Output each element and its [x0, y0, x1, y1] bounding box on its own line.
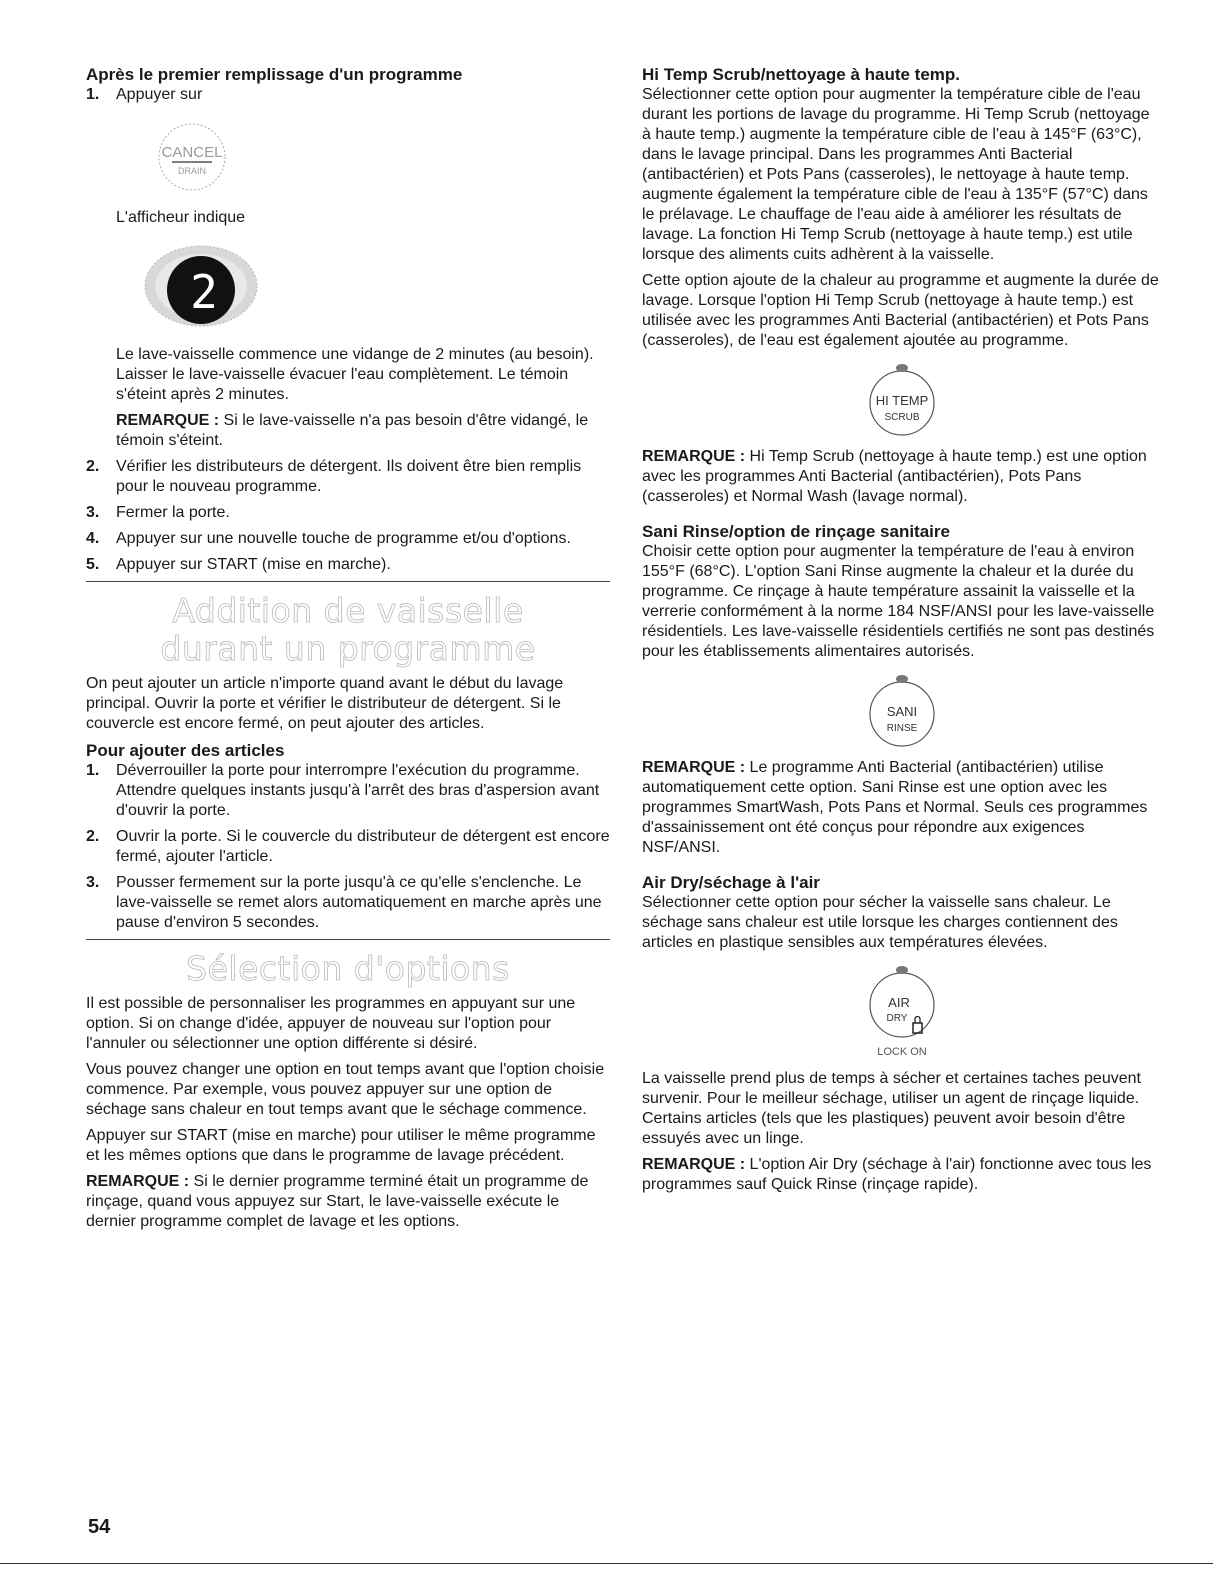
air-p1: Sélectionner cette option pour sécher la vaisselle sans chaleur. Le séchage sans chaleur est utile lorsque les charges contiennent des articles en plastique sensibles aux températures élevées. — [642, 894, 1118, 951]
add-steps — [86, 761, 610, 933]
after-fill-heading: Après le premier remplissage d'un programme — [86, 65, 463, 84]
section-divider — [86, 581, 610, 582]
list-item: 2. Ouvrir la porte. Si le couvercle du distributeur de détergent est encore fermé, ajouter l'article. — [86, 828, 610, 865]
note-sani: REMARQUE : Le programme Anti Bacterial (antibactérien) utilise automatiquement cette option. Sani Rinse est une option avec les programmes SmartWash, Pots Pans et Normal. Seuls ces programmes d'assainissement ont été conçus pour répondre aux exigences NSF/ANSI. — [642, 759, 1148, 856]
options-p1: Il est possible de personnaliser les programmes en appuyant sur une option. Si on change d'idée, appuyer de nouveau sur l'option pour l'annuler ou sélectionner une option différente si désiré. — [86, 995, 576, 1052]
drain-text: Le lave-vaisselle commence une vidange de 2 minutes (au besoin). Laisser le lave-vaisselle évacuer l'eau complètement. Le témoin s'éteint après 2 minutes. — [116, 346, 594, 403]
air-dry-key-icon — [847, 959, 957, 1059]
right-column — [642, 62, 1162, 1201]
sani-label: SANI — [886, 704, 918, 719]
options-title: Sélection d'options — [186, 949, 510, 988]
list-item: 3. Fermer la porte. — [86, 504, 230, 521]
list-item: 3. Pousser fermement sur la porte jusqu'à ce qu'elle s'enclenche. Le lave-vaisselle se remet alors automatiquement en marche après une pause d'environ 5 secondes. — [86, 874, 602, 931]
air-label: AIR — [888, 995, 910, 1010]
hitemp-p2: Cette option ajoute de la chaleur au programme et augmente la durée de lavage. Lorsque l'option Hi Temp Scrub (nettoyage à haute temp.) est utilisée avec les programmes Anti Bacterial (antibactérien) et Pots Pans (casseroles), de l'eau est également ajoutée au programme. — [642, 272, 1159, 349]
sani-rinse-key-icon — [852, 668, 952, 748]
options-p3: Appuyer sur START (mise en marche) pour utiliser le même programme et les mêmes options que dans le programme de lavage précédent. — [86, 1127, 596, 1164]
list-item: 4. Appuyer sur une nouvelle touche de programme et/ou d'options. — [86, 530, 571, 547]
add-intro: On peut ajouter un article n'importe quand avant le début du lavage principal. Ouvrir la porte et vérifier le distributeur de détergent. Si le couvercle est encore fermé, on peut ajouter des articles. — [86, 675, 564, 732]
options-p2: Vous pouvez changer une option en tout temps avant que l'option choisie commence. Par exemple, vous pouvez appuyer sur une option de séchage sans chaleur en tout temps avant que le séchage commence. — [86, 1061, 605, 1118]
add-heading: Pour ajouter des articles — [86, 741, 285, 760]
note-hitemp: REMARQUE : Hi Temp Scrub (nettoyage à haute temp.) est une option avec les programmes Anti Bacterial (antibactérien), Pots Pans (casseroles) et Normal Wash (lavage normal). — [642, 448, 1147, 505]
sani-heading: Sani Rinse/option de rinçage sanitaire — [642, 522, 950, 541]
hitemp-heading: Hi Temp Scrub/nettoyage à haute temp. — [642, 65, 961, 84]
air-p2: La vaisselle prend plus de temps à sécher et certaines taches peuvent survenir. Pour le meilleur séchage, utiliser un agent de rinçage liquide. Certains articles (tels que les plastiques) peuvent avoir besoin d'être essuyés avec un linge. — [642, 1070, 1141, 1147]
list-item: 5. Appuyer sur START (mise en marche). — [86, 556, 391, 573]
hi-temp-scrub-key-icon — [852, 357, 952, 437]
drain-key-label: DRAIN — [177, 166, 207, 176]
left-column — [86, 62, 610, 1238]
list-item: 2. Vérifier les distributeurs de détergent. Ils doivent être bien remplis pour le nouveau programme. — [86, 458, 582, 495]
page-number: 54 — [88, 1516, 111, 1538]
note-air: REMARQUE : L'option Air Dry (séchage à l'air) fonctionne avec tous les programmes sauf Quick Rinse (rinçage rapide). — [642, 1156, 1152, 1193]
air-heading: Air Dry/séchage à l'air — [642, 873, 820, 892]
display-digit-icon — [136, 242, 266, 332]
note-rinse: REMARQUE : Si le dernier programme terminé était un programme de rinçage, quand vous appuyez sur Start, le lave-vaisselle exécute le dernier programme complet de lavage et les options. — [86, 1173, 589, 1230]
list-item: 1. Déverrouiller la porte pour interrompre l'exécution du programme. Attendre quelques instants jusqu'à l'arrêt des bras d'aspersion avant d'ouvrir la porte. — [86, 762, 600, 819]
display-shows-text: L'afficheur indique — [116, 209, 246, 226]
page-bottom-rule — [0, 1563, 1213, 1564]
after-fill-steps — [86, 85, 610, 105]
dry-label: DRY — [886, 1013, 908, 1024]
cancel-key-label: CANCEL — [161, 144, 223, 161]
list-item: 1. Appuyer sur — [86, 86, 203, 103]
lock-on-label: LOCK ON — [877, 1046, 927, 1058]
after-fill-steps-continued — [86, 457, 610, 575]
rinse-label: RINSE — [886, 723, 918, 734]
hi-temp-label: HI TEMP — [875, 393, 929, 408]
add-dishes-title: Addition de vaisselle durant un programme — [160, 591, 536, 668]
section-divider — [86, 939, 610, 940]
sani-p1: Choisir cette option pour augmenter la température de l'eau à environ 155°F (68°C). L'option Sani Rinse augmente la chaleur et la durée du programme. Ce rinçage à haute température assainit la vaisselle et la verrerie conformément à la norme 184 NSF/ANSI pour les lave-vaisselle résidentiels. Les lave-vaisselle résidentiels certifiés ne sont pas destinés pour les établissements alimentaires autorisés. — [642, 543, 1155, 660]
hitemp-p1: Sélectionner cette option pour augmenter la température cible de l'eau durant les portions de lavage du programme. Hi Temp Scrub (nettoyage à haute temp.) augmente la température cible de l'eau à 145°F (63°C), dans le lavage principal. Dans les programmes Anti Bacterial (antibactérien) et Pots Pans (casseroles), le nettoyage à haute temp. augmente également la température cible de l'eau à 135°F (57°C) dans le prélavage. Le chauffage de l'eau aide à améliorer les résultats de lavage. La fonction Hi Temp Scrub (nettoyage à haute temp.) est utile lorsque des aliments cuits adhèrent à la vaisselle. — [642, 86, 1150, 263]
note-drain: REMARQUE : Si le lave-vaisselle n'a pas besoin d'être vidangé, le témoin s'éteint. — [116, 412, 589, 449]
display-digit: 2 — [190, 265, 218, 319]
scrub-label: SCRUB — [884, 412, 920, 423]
cancel-drain-key-icon — [142, 121, 242, 193]
